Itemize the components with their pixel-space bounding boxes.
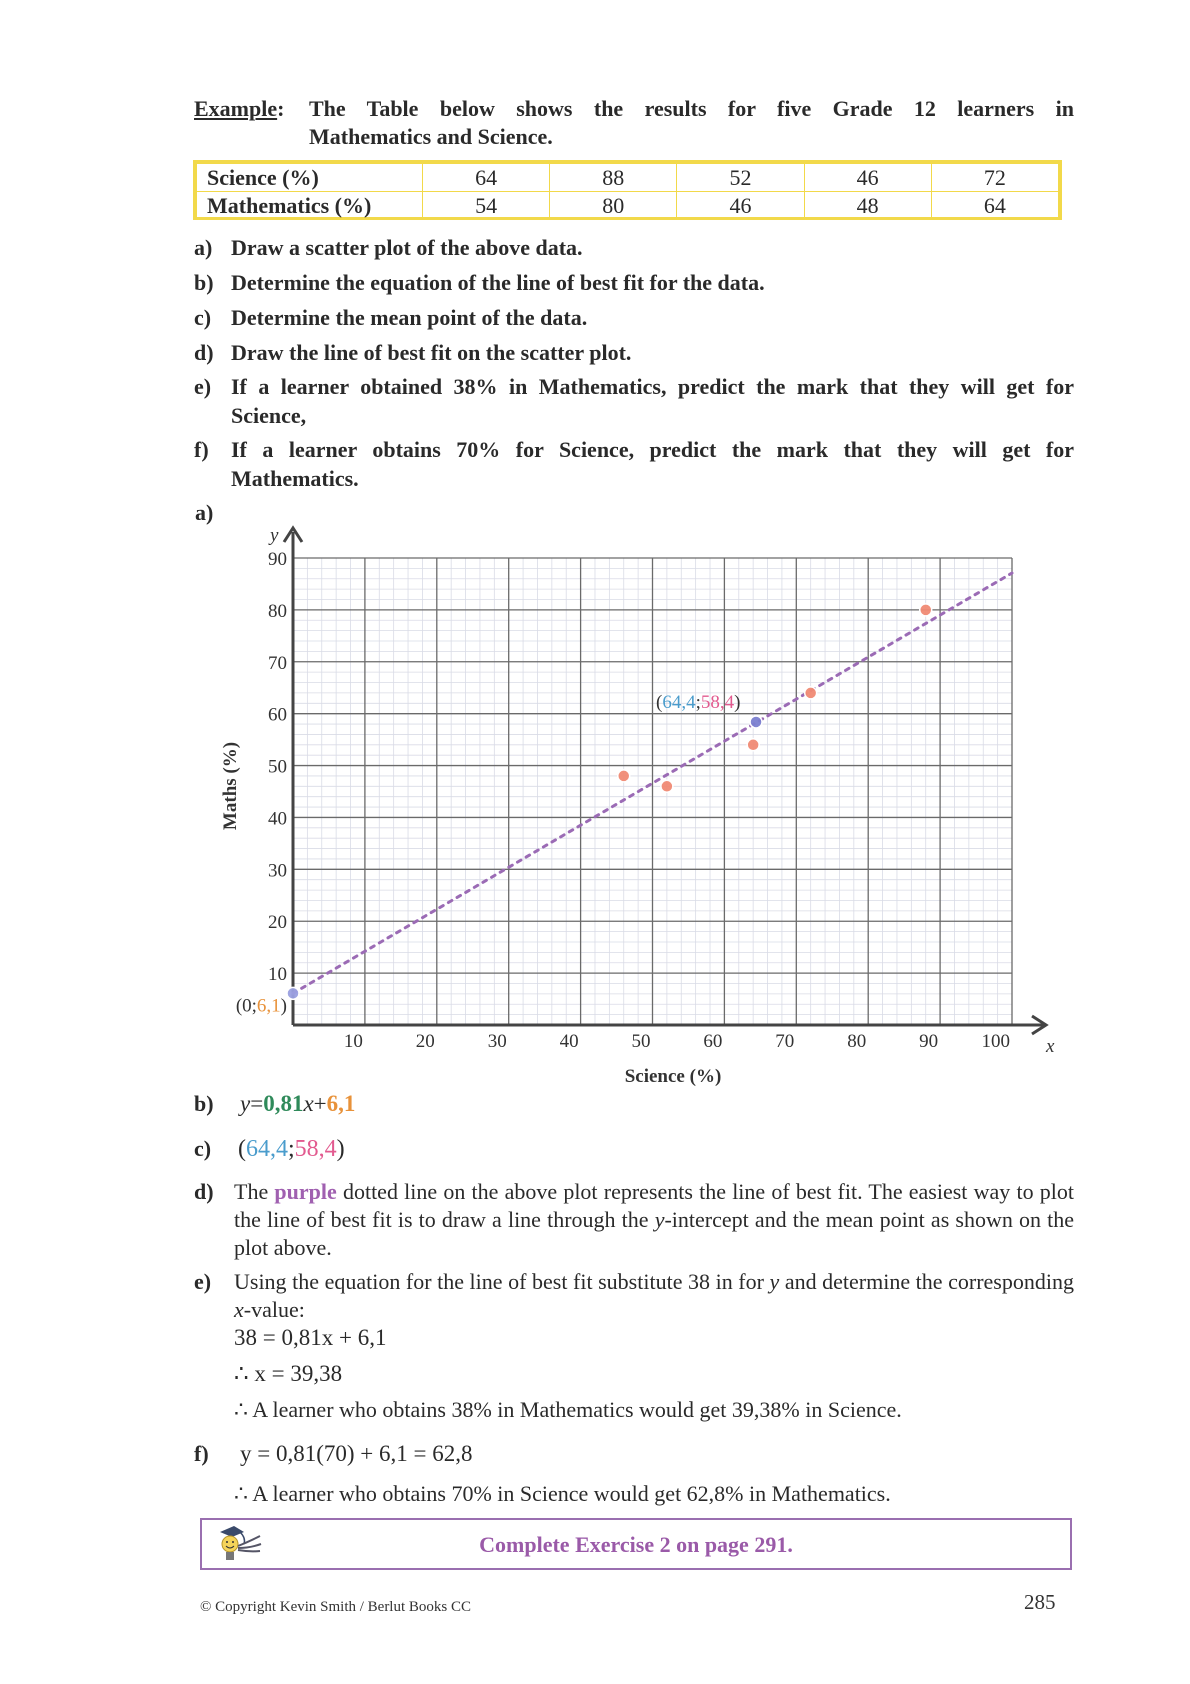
- e-equation: 38 = 0,81x + 6,1: [234, 1325, 387, 1350]
- x-tick-label: 100: [981, 1031, 1010, 1052]
- x-tick-label: 40: [559, 1031, 579, 1052]
- label-part: (: [656, 691, 663, 713]
- y-tick-label: 10: [268, 964, 287, 986]
- copyright-notice: © Copyright Kevin Smith / Berlut Books CC: [200, 1599, 471, 1615]
- d-text-post: dotted line on the above plot represents the line of best fit. The easiest way to plot the line of best fit is to draw a line through the: [234, 1179, 1074, 1232]
- label-part: 6,1: [256, 995, 281, 1017]
- eq-equals: =: [250, 1091, 264, 1116]
- y-tick-label: 30: [268, 860, 287, 882]
- example-colon: :: [277, 96, 285, 121]
- data-point: [618, 770, 630, 782]
- table-cell: 80: [550, 192, 677, 220]
- table-cell: 46: [804, 164, 931, 192]
- eq-slope: 0,81: [263, 1091, 304, 1116]
- question-label: a): [194, 235, 213, 260]
- table-cell: 64: [931, 192, 1058, 220]
- x-tick-label: 90: [919, 1031, 939, 1052]
- table-cell: 46: [677, 192, 804, 220]
- example-label: Example: [194, 96, 278, 121]
- row-header: Science (%): [197, 164, 423, 192]
- eq-x: x: [303, 1091, 314, 1116]
- e-text3: -value:: [243, 1297, 305, 1322]
- page-number: 285: [1024, 1590, 1056, 1614]
- e-yvar: y: [769, 1269, 780, 1294]
- exercise-callout: [200, 1518, 1072, 1570]
- answer-label: d): [194, 1179, 214, 1204]
- answer-b-equation: [240, 1090, 1080, 1118]
- mean-point-label: [656, 692, 740, 713]
- f-conclusion: ∴ A learner who obtains 70% in Science would get 62,8% in Mathematics.: [234, 1481, 891, 1506]
- row-header: Mathematics (%): [197, 192, 423, 220]
- x-tick-label: 50: [631, 1031, 651, 1052]
- data-point: [805, 687, 817, 699]
- table-cell: 54: [423, 192, 550, 220]
- mean-point-marker: [750, 716, 762, 728]
- answer-c-mean-point: [238, 1135, 1078, 1163]
- y-tick-label: 20: [268, 912, 287, 934]
- question-text: Draw the line of best fit on the scatter plot.: [231, 340, 632, 365]
- intro-text-line1: The Table below shows the results for five Grade 12 learners in: [309, 96, 1074, 121]
- y-tick-label: 90: [268, 549, 287, 570]
- table-cell: 52: [677, 164, 804, 192]
- exercise-instruction: Complete Exercise 2 on page 291.: [479, 1532, 793, 1557]
- y-tick-label: 50: [268, 756, 287, 778]
- e-text2: and determine the corresponding: [779, 1269, 1074, 1294]
- e-xvar: x: [234, 1297, 244, 1322]
- e-conclusion: ∴ A learner who obtains 38% in Mathematics would get 39,38% in Science.: [234, 1397, 902, 1422]
- d-color-word: purple: [274, 1179, 337, 1204]
- f-equation: y = 0,81(70) + 6,1 = 62,8: [240, 1441, 473, 1466]
- eq-intercept: 6,1: [326, 1091, 356, 1116]
- question-label: d): [194, 340, 214, 365]
- d-yvar: y: [654, 1207, 665, 1232]
- data-point: [747, 739, 759, 751]
- y-tick-label: 70: [268, 652, 287, 674]
- answer-label: e): [194, 1269, 212, 1294]
- question-text: Draw a scatter plot of the above data.: [231, 235, 583, 260]
- y-axis-letter: y: [270, 525, 279, 546]
- e-text1: Using the equation for the line of best fit substitute 38 in for: [234, 1269, 770, 1294]
- paren-close: ): [336, 1136, 345, 1162]
- question-text: Determine the equation of the line of best fit for the data.: [231, 270, 765, 295]
- y-tick-label: 80: [268, 600, 287, 622]
- x-tick-label: 30: [487, 1031, 507, 1052]
- x-tick-label: 20: [415, 1031, 435, 1052]
- y-axis-title: Maths (%): [220, 741, 241, 831]
- table-cell: 72: [931, 164, 1058, 192]
- paren-open: (: [238, 1136, 246, 1162]
- label-part: ): [280, 995, 287, 1017]
- x-axis-letter: x: [1046, 1036, 1055, 1057]
- label-part: 64,4: [662, 691, 696, 713]
- data-point: [920, 604, 932, 616]
- label-part: ): [734, 691, 741, 713]
- answer-d-text: [234, 1178, 1074, 1262]
- answer-a-label: a): [195, 500, 214, 525]
- question-text: If a learner obtains 70% for Science, predict the mark that they will get for: [231, 437, 1074, 462]
- y-tick-label: 60: [268, 704, 287, 726]
- answer-e-text: [234, 1268, 1074, 1324]
- y-intercept-label: [236, 995, 287, 1016]
- question-text-cont: Mathematics.: [231, 466, 359, 491]
- data-point: [661, 780, 673, 792]
- d-text-pre: The: [234, 1179, 275, 1204]
- x-tick-label: 70: [775, 1031, 795, 1052]
- grid-major: [293, 558, 1012, 1025]
- annotations: [236, 692, 741, 1016]
- answer-label: f): [194, 1441, 209, 1466]
- e-solution: ∴ x = 39,38: [234, 1361, 343, 1386]
- x-tick-label: 80: [847, 1031, 867, 1052]
- x-tick-label: 60: [703, 1031, 723, 1052]
- eq-plus: +: [313, 1091, 327, 1116]
- label-part: (0;: [235, 995, 257, 1017]
- answer-label: c): [194, 1136, 212, 1161]
- y-tick-label: 40: [268, 808, 287, 830]
- intro-text-line2: Mathematics and Science.: [309, 124, 553, 149]
- label-part: 58,4: [700, 691, 735, 713]
- separator: ;: [288, 1136, 295, 1162]
- question-text: Determine the mean point of the data.: [231, 305, 588, 330]
- answer-label: b): [194, 1091, 214, 1116]
- mean-x: 64,4: [246, 1136, 288, 1162]
- table-cell: 48: [804, 192, 931, 220]
- question-text-cont: Science,: [231, 403, 307, 428]
- question-label: b): [194, 270, 214, 295]
- question-label: e): [194, 374, 212, 399]
- eq-y: y: [240, 1091, 251, 1116]
- question-text: If a learner obtained 38% in Mathematics, predict the mark that they will get for: [231, 374, 1074, 399]
- mean-y: 58,4: [294, 1136, 337, 1162]
- question-label: f): [194, 437, 209, 462]
- table-cell: 88: [550, 164, 677, 192]
- y-intercept-marker: [287, 987, 299, 999]
- table-cell: 64: [423, 164, 550, 192]
- label-part: ;: [695, 691, 701, 713]
- x-axis-title: Science (%): [624, 1066, 722, 1087]
- d-text-post2: -intercept and the mean point as shown on the plot above.: [234, 1207, 1075, 1260]
- x-tick-label: 10: [343, 1031, 363, 1052]
- question-label: c): [194, 305, 212, 330]
